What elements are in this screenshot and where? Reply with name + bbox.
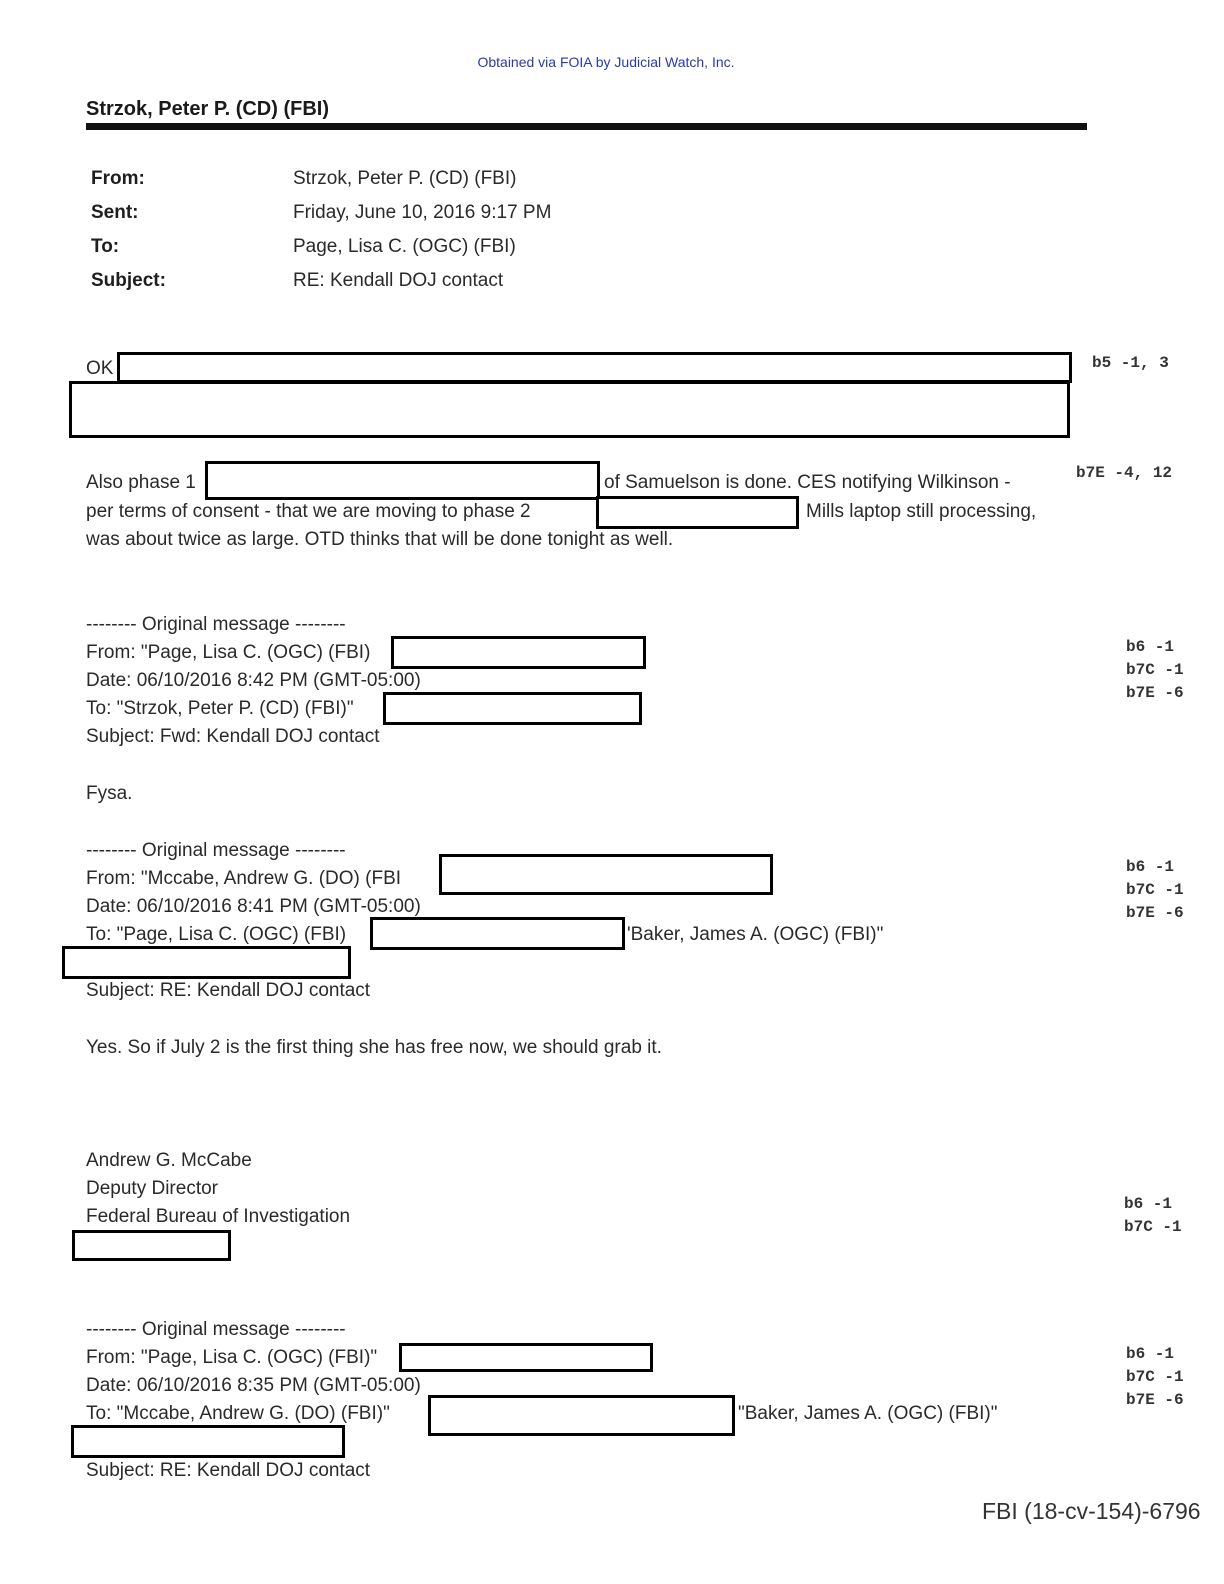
original-message-separator: -------- Original message -------- bbox=[86, 840, 346, 861]
exemption-code: b6 -1 b7C -1 b7E -6 bbox=[1126, 638, 1184, 702]
msg3-subject: Subject: RE: Kendall DOJ contact bbox=[86, 1460, 371, 1481]
redaction-box bbox=[72, 1230, 231, 1261]
msg3-from: From: "Page, Lisa C. (OGC) (FBI)" bbox=[86, 1347, 378, 1368]
msg3-date: Date: 06/10/2016 8:35 PM (GMT-05:00) bbox=[86, 1375, 421, 1396]
signature-org: Federal Bureau of Investigation bbox=[86, 1206, 351, 1227]
body-line: Also phase 1 bbox=[86, 472, 196, 493]
foia-banner: Obtained via FOIA by Judicial Watch, Inc. bbox=[477, 54, 735, 70]
body-line: was about twice as large. OTD thinks that will be done tonight as well. bbox=[86, 529, 674, 550]
exemption-code: b6 -1 b7C -1 b7E -6 bbox=[1126, 1345, 1184, 1409]
body-line: per terms of consent - that we are moving to phase 2 bbox=[86, 501, 531, 522]
subject-label: Subject: bbox=[91, 270, 166, 291]
redaction-box bbox=[439, 854, 773, 895]
body-line: Mills laptop still processing, bbox=[806, 501, 1037, 522]
msg1-date: Date: 06/10/2016 8:42 PM (GMT-05:00) bbox=[86, 670, 421, 691]
msg1-subject: Subject: Fwd: Kendall DOJ contact bbox=[86, 726, 380, 747]
msg1-body: Fysa. bbox=[86, 783, 133, 804]
redaction-box bbox=[399, 1343, 653, 1372]
redaction-box bbox=[71, 1425, 345, 1458]
redaction-box bbox=[117, 352, 1072, 383]
from-label: From: bbox=[91, 168, 145, 189]
body-ok: OK bbox=[86, 358, 114, 379]
exemption-code: b7E -4, 12 bbox=[1076, 464, 1173, 482]
original-message-separator: -------- Original message -------- bbox=[86, 614, 346, 635]
msg2-body: Yes. So if July 2 is the first thing she has free now, we should grab it. bbox=[86, 1037, 662, 1058]
from-value: Strzok, Peter P. (CD) (FBI) bbox=[293, 168, 517, 189]
document-title: Strzok, Peter P. (CD) (FBI) bbox=[86, 98, 329, 120]
msg2-to-cc: 'Baker, James A. (OGC) (FBI)" bbox=[627, 924, 884, 945]
exemption-code: b6 -1 b7C -1 b7E -6 bbox=[1126, 858, 1184, 922]
sent-label: Sent: bbox=[91, 202, 139, 223]
original-message-separator: -------- Original message -------- bbox=[86, 1319, 346, 1340]
title-rule bbox=[86, 123, 1087, 130]
redaction-box bbox=[62, 946, 351, 979]
redaction-box bbox=[205, 461, 600, 500]
body-line: of Samuelson is done. CES notifying Wilkinson - bbox=[604, 472, 1011, 493]
signature-name: Andrew G. McCabe bbox=[86, 1150, 252, 1171]
to-label: To: bbox=[91, 236, 120, 257]
subject-value: RE: Kendall DOJ contact bbox=[293, 270, 504, 291]
redaction-box bbox=[391, 636, 646, 669]
msg2-to: To: "Page, Lisa C. (OGC) (FBI) bbox=[86, 924, 347, 945]
sent-value: Friday, June 10, 2016 9:17 PM bbox=[293, 202, 552, 223]
msg2-date: Date: 06/10/2016 8:41 PM (GMT-05:00) bbox=[86, 896, 421, 917]
msg3-to-cc: "Baker, James A. (OGC) (FBI)" bbox=[738, 1403, 998, 1424]
exemption-code: b6 -1 b7C -1 bbox=[1124, 1195, 1182, 1236]
msg2-from: From: "Mccabe, Andrew G. (DO) (FBI bbox=[86, 868, 402, 889]
msg2-subject: Subject: RE: Kendall DOJ contact bbox=[86, 980, 371, 1001]
msg3-to: To: "Mccabe, Andrew G. (DO) (FBI)" bbox=[86, 1403, 390, 1424]
redaction-box bbox=[596, 496, 799, 529]
redaction-box bbox=[370, 917, 625, 950]
redaction-box bbox=[69, 381, 1070, 438]
redaction-box bbox=[428, 1395, 735, 1436]
redaction-box bbox=[383, 692, 642, 725]
msg1-from: From: "Page, Lisa C. (OGC) (FBI) bbox=[86, 642, 371, 663]
signature-role: Deputy Director bbox=[86, 1178, 218, 1199]
msg1-to: To: "Strzok, Peter P. (CD) (FBI)" bbox=[86, 698, 354, 719]
to-value: Page, Lisa C. (OGC) (FBI) bbox=[293, 236, 516, 257]
bates-number: FBI (18-cv-154)-6796 bbox=[982, 1498, 1201, 1524]
exemption-code: b5 -1, 3 bbox=[1092, 354, 1169, 372]
